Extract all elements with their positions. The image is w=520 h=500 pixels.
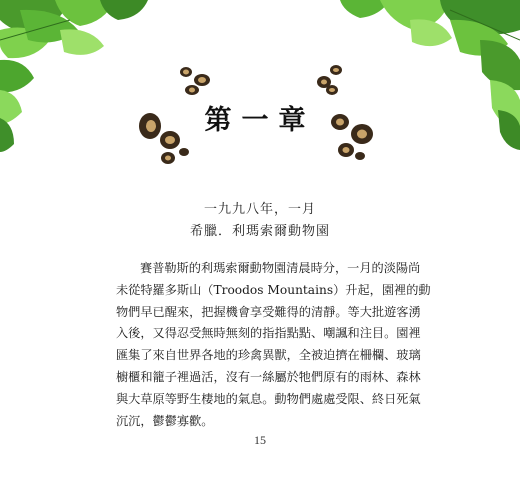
page-number: 15	[254, 433, 266, 447]
chapter-title: 第一章	[204, 105, 316, 136]
body-line: 與大草原等野生棲地的氣息。動物們處處受限、終日死氣	[116, 391, 421, 406]
body-line: 未從特羅多斯山（Troodos Mountains）升起，園裡的動	[116, 282, 431, 297]
location-line: 希臘．利瑪索爾動物園	[189, 224, 330, 239]
body-line: 匯集了來自世界各地的珍禽異獸，全被迫擠在柵欄、玻璃	[116, 348, 421, 363]
body-line: 櫥櫃和籠子裡過活，沒有一絲屬於牠們原有的雨林、森林	[116, 369, 421, 384]
body-line: 物們早已醒來，把握機會享受難得的清靜。等大批遊客湧	[116, 304, 421, 319]
body-line: 賽普勒斯的利瑪索爾動物園清晨時分，一月的淡陽尚	[140, 261, 421, 275]
dateline: 一九九八年，一月	[203, 202, 316, 217]
chapter-heading	[0, 60, 520, 170]
body-paragraph	[116, 258, 431, 432]
body-line: 沉沉，鬱鬱寡歡。	[116, 413, 214, 428]
paw-print-icon	[180, 67, 210, 95]
body-line: 入後，又得忍受無時無刻的指指點點、嘲諷和注目。園裡	[116, 326, 421, 341]
paw-print-icon	[317, 65, 342, 95]
